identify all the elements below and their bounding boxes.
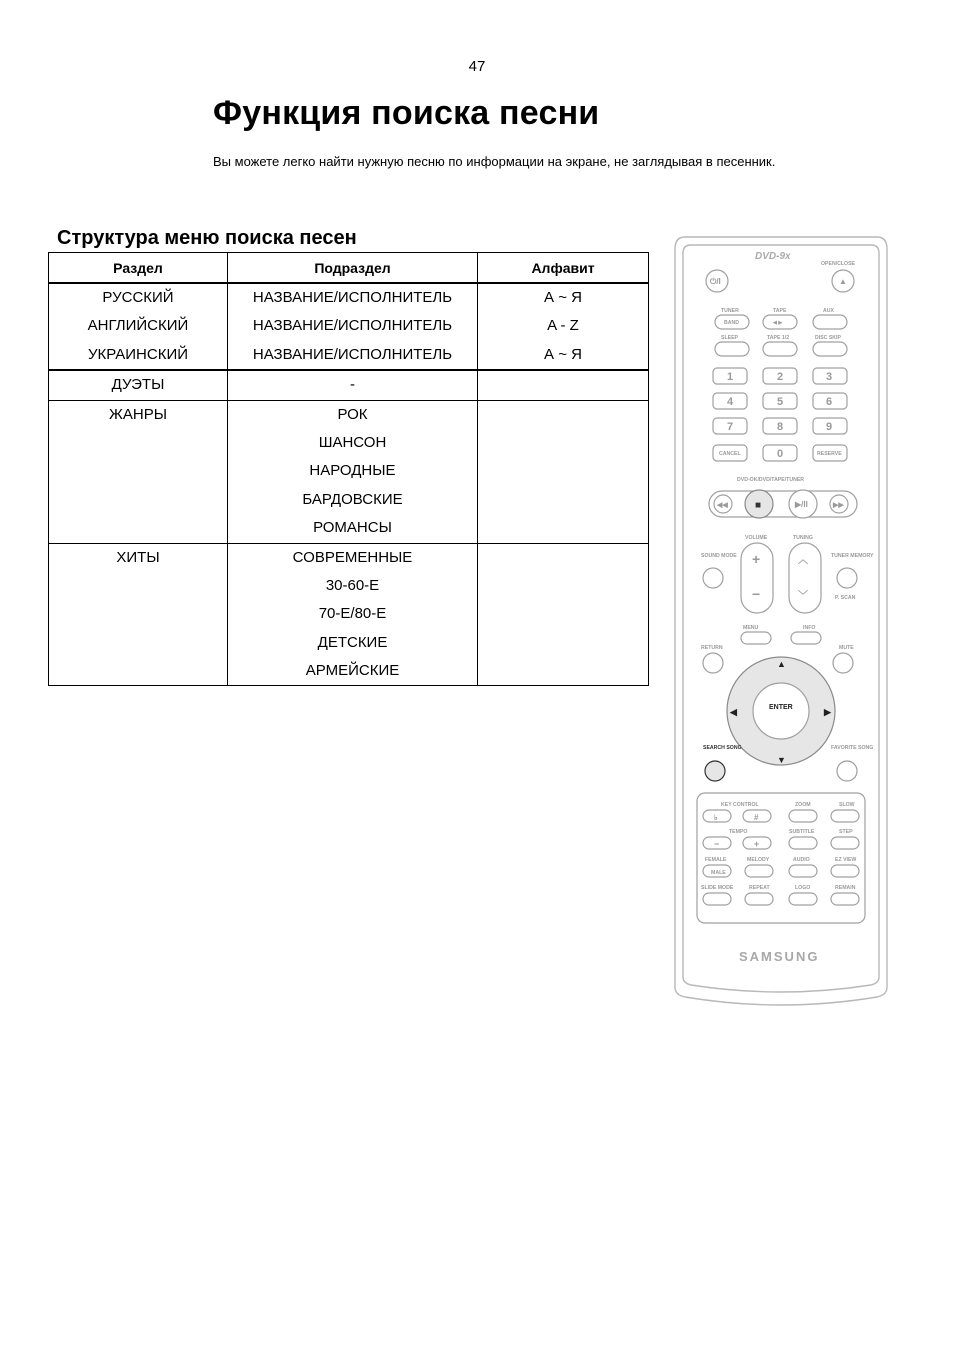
table-row — [49, 283, 649, 370]
stop-icon: ■ — [755, 500, 762, 511]
search-song-label: SEARCH SONG — [703, 745, 742, 751]
digit-label: 9 — [826, 421, 833, 433]
return-label: RETURN — [701, 645, 723, 651]
digit-label: 4 — [727, 396, 734, 408]
sound-mode-label: SOUND MODE — [701, 553, 737, 559]
table-row — [49, 370, 649, 400]
tape12-button[interactable] — [763, 342, 797, 356]
tape-direction-label: ◀ ▶ — [773, 320, 783, 326]
tuning-down-icon: ﹀ — [798, 591, 808, 602]
header-alphabet: Алфавит — [478, 253, 649, 284]
pscan-label: P. SCAN — [835, 595, 856, 601]
tempo-plus-icon: + — [754, 839, 760, 849]
song-search-menu-table — [48, 252, 649, 686]
slow-label: SLOW — [839, 802, 855, 808]
tuner-memory-button[interactable] — [837, 568, 857, 588]
menu-button[interactable] — [741, 632, 771, 644]
dvd-logo: DVD-9x — [755, 251, 791, 262]
melody-label: MELODY — [747, 857, 770, 863]
cancel-label: CANCEL — [719, 451, 741, 457]
play-pause-icon: ▶/II — [795, 500, 808, 509]
tuner-memory-label: TUNER MEMORY — [831, 553, 874, 559]
group-hits — [49, 543, 649, 686]
female-label: FEMALE — [705, 857, 727, 863]
audio-label: AUDIO — [793, 857, 810, 863]
page-title: Функция поиска песни — [213, 94, 600, 132]
menu-label: MENU — [743, 625, 759, 631]
disc-skip-button[interactable] — [813, 342, 847, 356]
mute-button[interactable] — [833, 653, 853, 673]
subsection-cell: РОК ШАНСОН НАРОДНЫЕ БАРДОВСКИЕ РОМАНСЫ — [228, 400, 478, 543]
enter-button[interactable] — [753, 683, 809, 739]
ez-view-label: EZ VIEW — [835, 857, 857, 863]
tuning-up-icon: ︿ — [798, 555, 808, 566]
enter-label: ENTER — [769, 704, 793, 711]
intro-text: Вы можете легко найти нужную песню по информации на экране, не заглядывая в песенник. — [213, 154, 776, 169]
alphabet-cell — [478, 543, 649, 686]
info-label: INFO — [803, 625, 816, 631]
slide-mode-label: SLIDE MODE — [701, 885, 734, 891]
slide-mode-button[interactable] — [703, 893, 731, 905]
power-icon: ⏻/I — [710, 277, 721, 286]
key-control-label: KEY CONTROL — [721, 802, 759, 808]
male-label: MALE — [711, 870, 726, 876]
alphabet-cell — [478, 400, 649, 543]
digit-label: 7 — [727, 421, 734, 433]
digit-label: 2 — [777, 371, 784, 383]
return-button[interactable] — [703, 653, 723, 673]
favorite-song-button[interactable] — [837, 761, 857, 781]
logo-label: LOGO — [795, 885, 811, 891]
group-duets — [49, 370, 649, 400]
subsection-cell: СОВРЕМЕННЫЕ 30-60-Е 70-Е/80-Е ДЕТСКИЕ АРМЕЙСКИЕ — [228, 543, 478, 686]
repeat-button[interactable] — [745, 893, 773, 905]
logo-button[interactable] — [789, 893, 817, 905]
section-cell: РУССКИЙ АНГЛИЙСКИЙ УКРАИНСКИЙ — [49, 283, 228, 370]
tuning-label: TUNING — [793, 535, 813, 541]
sharp-icon: # — [754, 813, 759, 822]
header-subsection: Подраздел — [228, 253, 478, 284]
reserve-label: RESERVE — [817, 451, 842, 457]
subsection-cell: НАЗВАНИЕ/ИСПОЛНИТЕЛЬ НАЗВАНИЕ/ИСПОЛНИТЕЛЬ НАЗВАНИЕ/ИСПОЛНИТЕЛЬ — [228, 283, 478, 370]
group-languages — [49, 283, 649, 370]
volume-label: VOLUME — [745, 535, 768, 541]
alphabet-cell — [478, 370, 649, 400]
skip-back-icon: ◀◀ — [717, 502, 728, 509]
table-row — [49, 543, 649, 686]
subsection-cell: - — [228, 370, 478, 400]
melody-button[interactable] — [745, 865, 773, 877]
subtitle-label: SUBTITLE — [789, 829, 815, 835]
sleep-button[interactable] — [715, 342, 749, 356]
tape12-label: TAPE 1/2 — [767, 335, 790, 341]
tape-label: TAPE — [773, 308, 787, 314]
dpad-right-icon: ▶ — [824, 707, 831, 717]
digit-label: 1 — [727, 371, 734, 383]
table-row — [49, 400, 649, 543]
open-close-label: OPEN/CLOSE — [821, 261, 856, 267]
remain-button[interactable] — [831, 893, 859, 905]
step-button[interactable] — [831, 837, 859, 849]
search-song-button[interactable] — [705, 761, 725, 781]
digit-label: 0 — [777, 448, 784, 460]
info-button[interactable] — [791, 632, 821, 644]
section-title: Структура меню поиска песен — [57, 227, 357, 249]
remote-control-illustration — [671, 235, 891, 1007]
group-genres — [49, 400, 649, 543]
skip-forward-icon: ▶▶ — [833, 502, 844, 509]
repeat-label: REPEAT — [749, 885, 770, 891]
brand-logo: SAMSUNG — [739, 949, 820, 964]
transport-label: DVD-OK/DVD/TAPE/TUNER — [737, 477, 805, 483]
tempo-minus-icon: − — [714, 839, 720, 849]
dpad-up-icon: ▲ — [777, 659, 786, 669]
alphabet-cell: А ~ Я A - Z А ~ Я — [478, 283, 649, 370]
remain-label: REMAIN — [835, 885, 856, 891]
aux-button[interactable] — [813, 315, 847, 329]
ez-view-button[interactable] — [831, 865, 859, 877]
favorite-song-label: FAVORITE SONG — [831, 745, 874, 751]
band-label: BAND — [724, 320, 739, 326]
audio-button[interactable] — [789, 865, 817, 877]
section-cell: ДУЭТЫ — [49, 370, 228, 400]
section-cell: ХИТЫ — [49, 543, 228, 686]
sleep-label: SLEEP — [721, 335, 739, 341]
digit-label: 3 — [826, 371, 833, 383]
tempo-label: TEMPO — [729, 829, 748, 835]
flat-icon: ♭ — [714, 813, 718, 822]
step-label: STEP — [839, 829, 853, 835]
dpad-down-icon: ▼ — [777, 755, 786, 765]
volume-down-icon: − — [752, 586, 761, 602]
dpad-left-icon: ◀ — [730, 707, 737, 717]
section-cell: ЖАНРЫ — [49, 400, 228, 543]
digit-label: 6 — [826, 396, 833, 408]
subtitle-button[interactable] — [789, 837, 817, 849]
zoom-label: ZOOM — [795, 802, 811, 808]
tuner-label: TUNER — [721, 308, 739, 314]
eject-icon: ▲ — [839, 277, 847, 286]
digit-label: 8 — [777, 421, 784, 433]
tuning-rocker[interactable] — [789, 543, 821, 613]
slow-button[interactable] — [831, 810, 859, 822]
zoom-button[interactable] — [789, 810, 817, 822]
page-number: 47 — [468, 58, 486, 75]
mute-label: MUTE — [839, 645, 854, 651]
digit-label: 5 — [777, 396, 784, 408]
header-section: Раздел — [49, 253, 228, 284]
volume-up-icon: + — [752, 551, 761, 567]
aux-label: AUX — [823, 308, 834, 314]
sound-mode-button[interactable] — [703, 568, 723, 588]
disc-skip-label: DISC SKIP — [815, 335, 841, 341]
